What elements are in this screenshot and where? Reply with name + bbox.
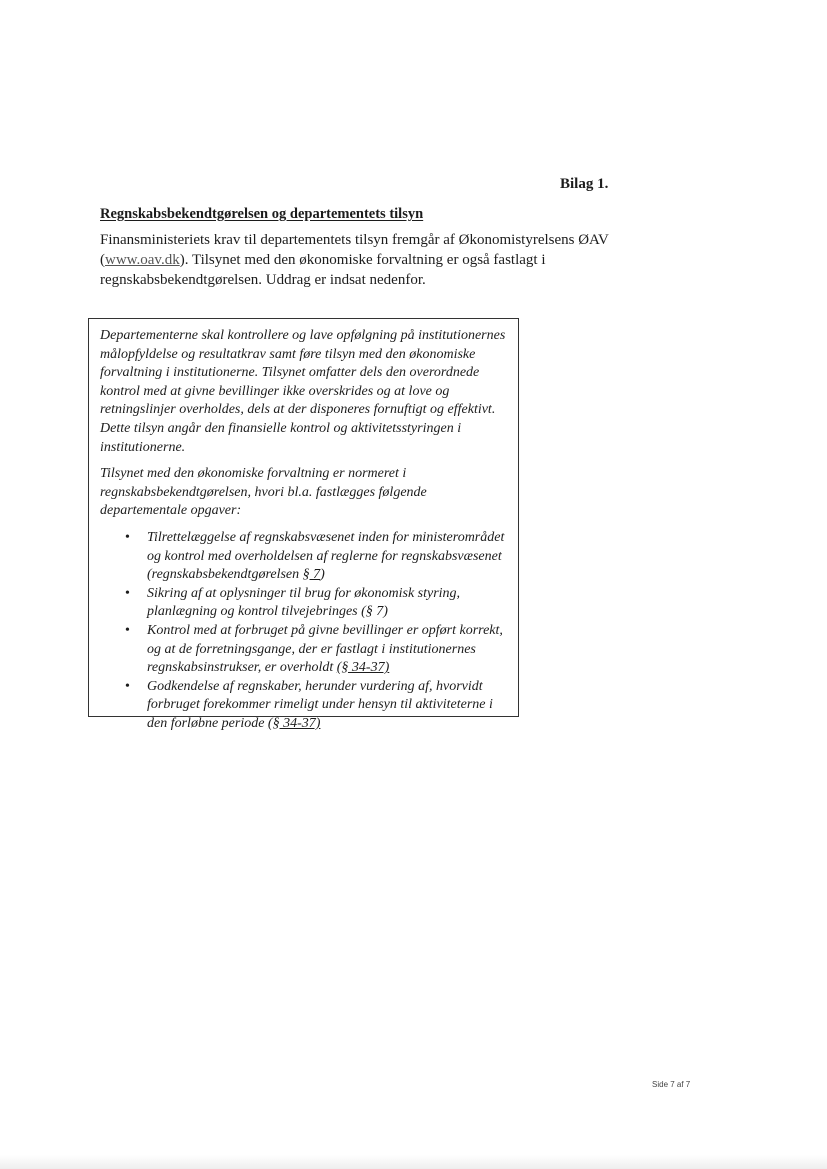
excerpt-paragraph-1: Departementerne skal kontrollere og lave opfølgning på institutionernes målopfyldelse og resultatkrav samt føre tilsyn med den økonomiske forvaltning i institutionerne. Tilsynet omfatter dels den overordnede kontrol med at givne bevillinger ikke overskrides og at love og retningslinjer overholdes, dels at der disponeres fornuftigt og effektivt. Dette tilsyn angår den finansielle kontrol og aktivitetsstyringen i institutionerne. — [100, 328, 506, 455]
list-item — [100, 622, 510, 678]
paragraph-reference: (§ 34-37) — [336, 660, 390, 676]
bullet-icon: • — [125, 622, 130, 638]
excerpt-box — [88, 318, 519, 731]
list-item — [100, 678, 510, 734]
oav-link[interactable]: www.oav.dk — [105, 252, 180, 268]
bullet-icon: • — [125, 529, 130, 545]
list-item-text: Tilrettelæggelse af regnskabsvæsenet inden for ministerområdet og kontrol med overholdelsen af reglerne for regnskabsvæsenet (regnskabsbekendtgørelsen — [147, 529, 505, 583]
paragraph-reference: § 7 — [302, 567, 321, 583]
excerpt-paragraph-2: Tilsynet med den økonomiske forvaltning er normeret i regnskabsbekendtgørelsen, hvori bl.a. fastlægges følgende departementale opgaver: — [100, 466, 427, 519]
section-heading: Regnskabsbekendtgørelsen og departementets tilsyn — [100, 206, 424, 222]
list-item-text: Kontrol med at forbruget på givne bevillinger er opført korrekt, og at de forretningsgange, der er fastlagt i institutionernes regnskabsinstrukser, er overholdt — [147, 622, 503, 676]
list-item — [100, 529, 510, 585]
intro-text-after-link: ). Tilsynet med den økonomiske forvaltning er også fastlagt i regnskabsbekendtgørelsen. Uddrag er indsat nedenfor. — [100, 252, 546, 288]
paragraph-reference: (§ 34-37) — [267, 715, 321, 731]
bullet-icon: • — [125, 585, 130, 601]
list-item-tail: ) — [320, 567, 325, 583]
list-item — [100, 585, 510, 622]
scan-bottom-shadow — [0, 1155, 827, 1169]
intro-paragraph — [100, 230, 625, 290]
page-number: Side 7 af 7 — [652, 1080, 691, 1089]
bullet-icon: • — [125, 678, 130, 694]
list-item-text: Godkendelse af regnskaber, herunder vurdering af, hvorvidt forbruget forekommer rimeligt under hensyn til aktiviteterne i den forløbne periode — [147, 678, 493, 731]
annex-label: Bilag 1. — [560, 176, 609, 192]
list-item-text: Sikring af at oplysninger til brug for økonomisk styring, planlægning og kontrol tilvejebringes (§ 7) — [147, 585, 461, 620]
intro-text-before-link: Finansministeriets krav til departementets tilsyn fremgår af Økonomistyrelsens ØAV ( — [100, 232, 609, 268]
duties-list — [100, 529, 510, 734]
